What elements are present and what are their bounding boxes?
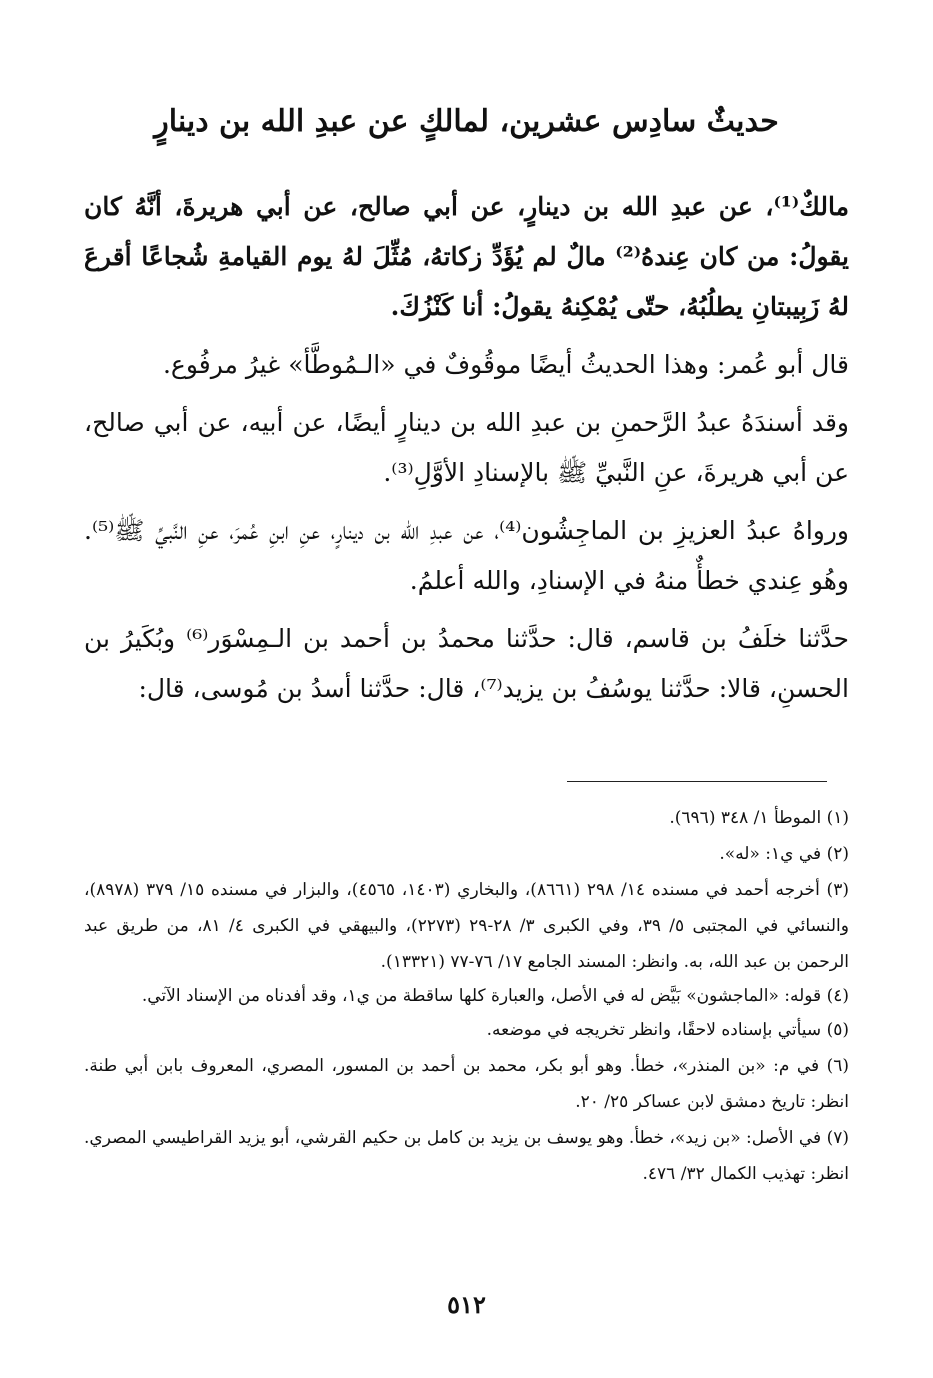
- footnote-6: (٦) في م: «بن المنذر»، خطأ. وهو أبو بكر، محمد بن أحمد بن المسور، المصري، المعروف بابن أبي طنة. انظر: تاريخ دمشق لابن عساكر ٢٥/ ٢٠.: [84, 1056, 849, 1112]
- footnote-3: (٣) أخرجه أحمد في مسنده ١٤/ ٢٩٨ (٨٦٦١)، والبخاري (١٤٠٣، ٤٥٦٥)، والبزار في مسنده ١٥/ ٣٧٩ (٨٩٧٨)، والنسائي في المجتبى ٥/ ٣٩، وفي الكبرى ٣/ ٢٨-٢٩ (٢٢٧٣)، والبيهقي في الكبرى ٤/ ٨١، من طريق عبد الرحمن بن عبد الله، به. وانظر: المسند الجامع ١٧/ ٧٦-٧٧ (١٣٣٢١).: [84, 880, 849, 972]
- hadith-heading: حديثٌ سادِس عشرين، لمالكٍ عن عبدِ الله بن دينارٍ: [154, 104, 779, 139]
- footnotes: [84, 800, 849, 1192]
- footnote-4: (٤) قوله: «الماجشون» بَيَّض له في الأصل، والعبارة كلها ساقطة من ي١، وقد أفدناه من الإسناد الآتي.: [141, 986, 849, 1006]
- commentary-paragraph: ورواهُ عبدُ العزيزِ بن الماجِشُون⁽⁴⁾، عن عبدِ الله بن دينارٍ، عنِ ابنِ عُمرَ، عنِ النَّبيِّ ﷺ⁽⁵⁾. وهُو عِندي خطأٌ منهُ في الإسنادِ، والله أعلمُ.: [84, 516, 849, 595]
- footnote-5: (٥) سيأتي بإسناده لاحقًا، وانظر تخريجه في موضعه.: [486, 1020, 849, 1040]
- main-text: [84, 182, 849, 722]
- footnote-7: (٧) في الأصل: «بن زيد»، خطأ. وهو يوسف بن يزيد بن كامل بن حكيم القرشي، أبو يزيد القراطيسي المصري. انظر: تهذيب الكمال ٣٢/ ٤٧٦.: [84, 1128, 849, 1184]
- footnote-2: (٢) في ي١: «له».: [719, 844, 849, 864]
- hadith-text-paragraph: مالكٌ⁽¹⁾، عن عبدِ الله بن دينارٍ، عن أبي صالح، عن أبي هريرةَ، أنَّهُ كان يقولُ: من كان عِندهُ⁽²⁾ مالٌ لم يُؤَدِّ زكاتهُ، مُثِّلَ لهُ يوم القيامةِ شُجاعًا أقرعَ لهُ زَبِيبتانِ يطلُبُهُ، حتّى يُمْكِنهُ يقولُ: أنا كَنْزُكَ.: [84, 192, 850, 321]
- isnad-paragraph: حدَّثنا خلَفُ بن قاسم، قال: حدَّثنا محمدُ بن أحمد بن الـمِسْوَر⁽⁶⁾ وبُكَيرُ بن الحسنِ، قالا: حدَّثنا يوسُفُ بن يزيد⁽⁷⁾، قال: حدَّثنا أسدُ بن مُوسى، قال:: [84, 624, 849, 703]
- footnote-divider: [567, 781, 827, 782]
- commentary-paragraph: وقد أسندَهُ عبدُ الرَّحمنِ بن عبدِ الله بن دينارٍ أيضًا، عن أبيه، عن أبي صالح، عن أبي هريرةَ، عنِ النَّبيِّ ﷺ بالإسنادِ الأوَّلِ⁽³⁾.: [84, 408, 849, 487]
- page-number: ٥١٢: [447, 1290, 486, 1319]
- commentary-paragraph: قال أبو عُمر: وهذا الحديثُ أيضًا موقُوفٌ في «الـمُوطَّأ» غيرُ مرفُوع.: [162, 350, 849, 379]
- footnote-1: (١) الموطأ ١/ ٣٤٨ (٦٩٦).: [669, 808, 849, 828]
